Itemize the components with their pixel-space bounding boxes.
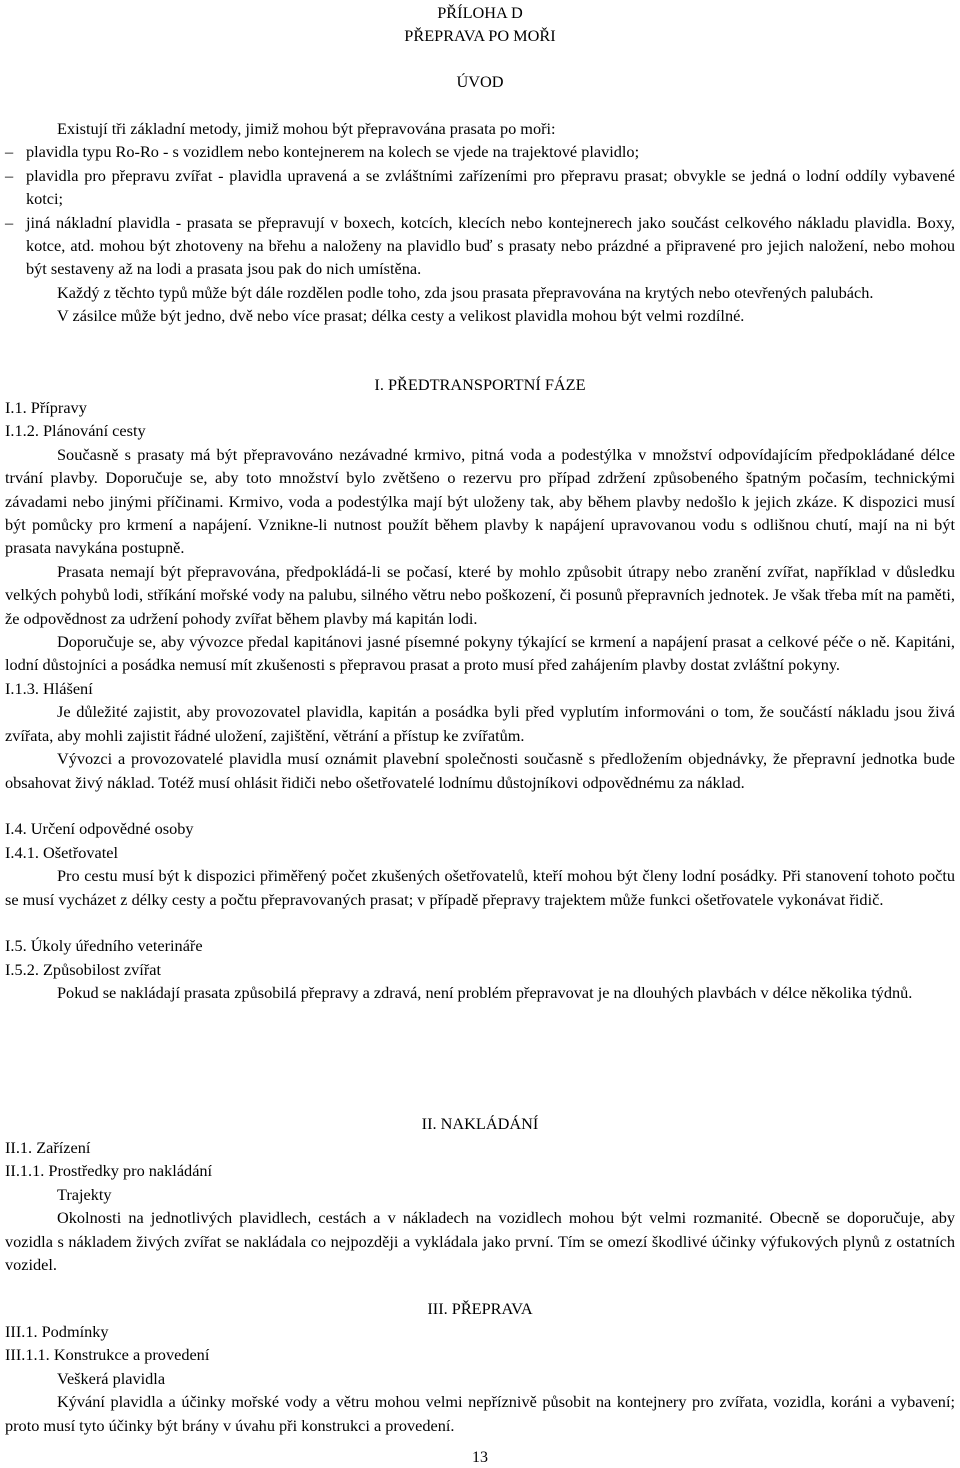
heading-3-1: III.1. Podmínky: [5, 1322, 109, 1341]
heading-1-5-2: I.5.2. Způsobilost zvířat: [5, 959, 162, 979]
heading-1-1-2: I.1.2. Plánování cesty: [5, 421, 146, 441]
section-1-heading: I. PŘEDTRANSPORTNÍ FÁZE: [374, 375, 586, 394]
paragraph-report-2: Vývozci a provozovatelé plavidla musí oznámit plavební společnosti současně s předložením objednávky, že přepravní jednotka bude obsahovat živý náklad. Totéž musí ohlásit řidiči nebo ošetřovatelé lodnímu důstojníkovi odpovědnému za náklad.: [5, 749, 955, 792]
intro-lead: Existují tři základní metody, jimiž mohou být přepravována prasata po moři:: [57, 119, 556, 138]
paragraph-loading: Okolnosti na jednotlivých plavidlech, cestách a v nákladech na vozidlech mohou být velmi rozmanité. Obecně se doporučuje, aby vozidla s nákladem živých zvířat se nakládala co nejpozději a vykládala jako první. Tím se omezí škodlivé účinky výfukových plynů z ostatních vozidel.: [5, 1208, 955, 1275]
intro-paragraph-2: V zásilce může být jedno, dvě nebo více prasat; délka cesty a velikost plavidla mohou být velmi rozdílné.: [57, 306, 745, 326]
document-title: PŘEPRAVA PO MOŘI: [404, 26, 556, 45]
intro-bullet-2: [5, 164, 955, 211]
appendix-label: PŘÍLOHA D: [437, 3, 523, 22]
paragraph-planning-2: Prasata nemají být přepravována, předpokládá-li se počasí, které by mohlo způsobit útrapy nebo zranění zvířat, například v důsledku velkých pohybů lodi, stříkání mořské vody na palubu, silného větru nebo poškození, či posunů přepravních jednotek. Je však třeba mít na paměti, že odpovědnost za udržení pohody zvířat během plavby má kapitán lodi.: [5, 561, 955, 628]
dash-icon: –: [5, 165, 14, 185]
heading-3-1-1: III.1.1. Konstrukce a provedení: [5, 1345, 210, 1365]
heading-1-4-1: I.4.1. Ošetřovatel: [5, 842, 119, 862]
paragraph-fitness: Pokud se nakládají prasata způsobilá přepravy a zdravá, není problém přepravovat je na dlouhých plavbách v délce několika týdnů.: [57, 983, 913, 1003]
paragraph-construction: Kývání plavidla a účinky mořské vody a větru mohou velmi nepříznivě působit na kontejnery pro zvířata, vozidla, koráni a vybavení; proto musí tyto účinky být brány v úvahu při konstrukci a provedení.: [5, 1392, 955, 1435]
paragraph-planning-3: Doporučuje se, aby vývozce předal kapitánovi jasné písemné pokyny týkající se krmení a napájení prasat a celkové péče o ně. Kapitáni, lodní důstojníci a posádka nemusí mít zkušenosti s přepravou prasat a proto musí před zahájením plavby dostat zvláštní pokyny.: [5, 632, 955, 675]
paragraph-report-1: Je důležité zajistit, aby provozovatel plavidla, kapitán a posádka byli před vyplutím informováni o tom, že součástí nákladu jsou živá zvířata, aby mohli zajistit řádné uložení, zajištění, větrání a přístup ke zvířatům.: [5, 702, 955, 745]
subheading-ferries: Trajekty: [57, 1184, 112, 1204]
heading-2-1: II.1. Zařízení: [5, 1138, 91, 1157]
section-2-body: [5, 1136, 955, 1276]
intro-paragraph-1: Každý z těchto typů může být dále rozdělen podle toho, zda jsou prasata přepravována na krytých nebo otevřených palubách.: [57, 282, 874, 302]
heading-1-5: I.5. Úkoly úředního veterináře: [5, 936, 203, 956]
dash-icon: –: [5, 212, 14, 232]
subheading-all-vessels: Veškerá plavidla: [57, 1368, 166, 1388]
intro-heading: ÚVOD: [456, 72, 504, 91]
heading-1-4: I.4. Určení odpovědné osoby: [5, 819, 194, 839]
intro-bullet-3: [5, 211, 955, 281]
bullet-text: plavidla typu Ro-Ro - s vozidlem nebo kontejnerem na kolech se vjede na trajektové plavidlo;: [26, 142, 640, 162]
intro-block: [5, 117, 955, 328]
spacer: [5, 911, 955, 934]
heading-1-1: I.1. Přípravy: [5, 398, 87, 417]
section-1-body: [5, 396, 955, 1005]
heading-2-1-1: II.1.1. Prostředky pro nakládání: [5, 1161, 213, 1181]
dash-icon: –: [5, 142, 14, 162]
bullet-text: plavidla pro přepravu zvířat - plavidla upravená a se zvláštními zařízeními pro přepravu prasat; obvykle se jedná o lodní oddíly vybavené kotci;: [26, 165, 955, 209]
page-number: 13: [472, 1449, 488, 1466]
spacer: [5, 794, 955, 817]
paragraph-attendant: Pro cestu musí být k dispozici přiměřený počet zkušených ošetřovatelů, kteří mohou být členy lodní posádky. Při stanovení tohoto počtu se musí vycházet z délky cesty a počtu přepravovaných prasat; v případě přepravy trajektem může funkci ošetřovatele vykonávat řidič.: [5, 866, 955, 909]
heading-1-1-3: I.1.3. Hlášení: [5, 678, 93, 698]
section-2-heading: II. NAKLÁDÁNÍ: [421, 1114, 539, 1133]
section-3-heading: III. PŘEPRAVA: [427, 1299, 533, 1318]
paragraph-planning-1: Současně s prasaty má být přepravováno nezávadné krmivo, pitná voda a podestýlka v množství odpovídajícím předpokládané délce trvání plavby. Doporučuje se, aby toto množství bylo zvětšeno o rezervu pro případ zdržení způsobeného špatným počasím, technickými závadami nebo jinými příčinami. Krmivo, voda a podestýlka mají být uloženy tak, aby během plavby nedošlo k jejich zkáze. K dispozici musí být pomůcky pro krmení a napájení. Vznikne-li nutnost použít během plavby k napájení upravovanou vodu s odlišnou chutí, mají na ni být prasata navykána postupně.: [5, 444, 955, 558]
section-3-body: [5, 1320, 955, 1437]
bullet-text: jiná nákladní plavidla - prasata se přepravují v boxech, kotcích, klecích nebo kontejnerech jako součást celkového nákladu plavidla. Boxy, kotce, atd. mohou být zhotoveny na břehu a naloženy na plavidlo buď s prasaty nebo prázdné a připravené pro jejich naložení, nebo mohou být sestaveny až na lodi a prasata jsou pak do nich umístěna.: [26, 212, 955, 279]
intro-bullet-1: [5, 140, 955, 163]
